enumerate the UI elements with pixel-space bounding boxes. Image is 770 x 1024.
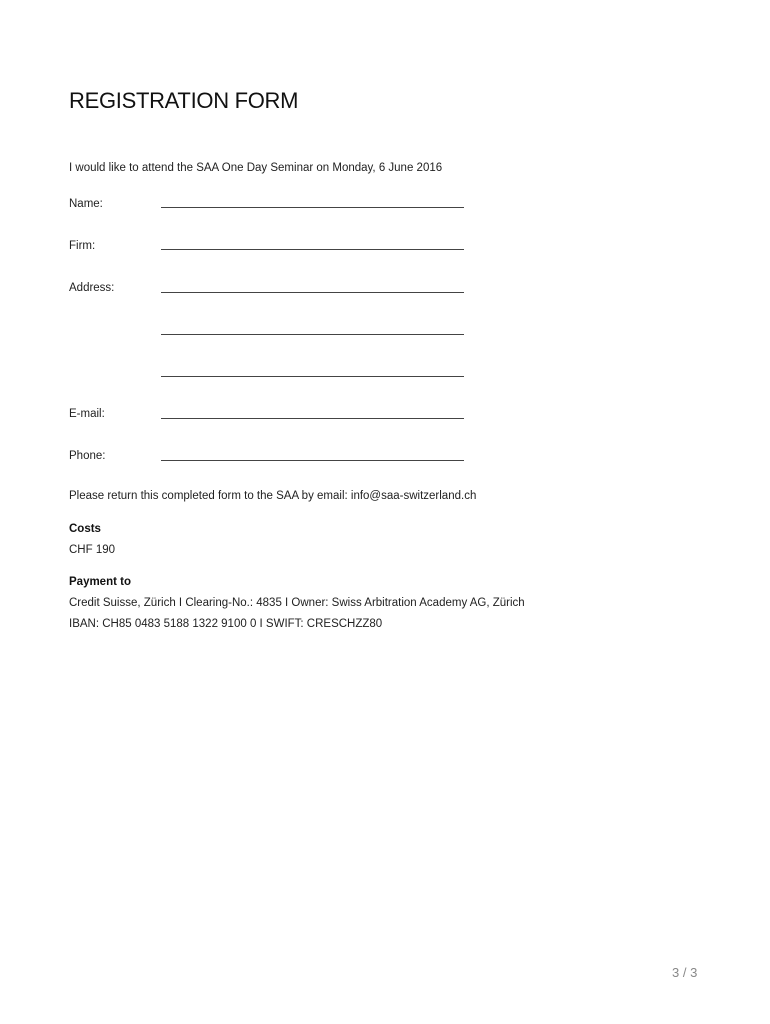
payment-heading: Payment to	[69, 576, 131, 588]
email-label: E-mail:	[69, 408, 105, 420]
phone-field[interactable]	[161, 460, 464, 461]
firm-field[interactable]	[161, 249, 464, 250]
address-field-line-3[interactable]	[161, 376, 464, 377]
name-field[interactable]	[161, 207, 464, 208]
payment-iban-details: IBAN: CH85 0483 5188 1322 9100 0 I SWIFT: CRESCHZZ80	[69, 618, 383, 630]
firm-label: Firm:	[69, 240, 96, 252]
intro-text: I would like to attend the SAA One Day Seminar on Monday, 6 June 2016	[69, 162, 443, 174]
payment-bank-details: Credit Suisse, Zürich I Clearing-No.: 4835 I Owner: Swiss Arbitration Academy AG, Zürich	[69, 597, 525, 609]
return-instructions: Please return this completed form to the SAA by email: info@saa-switzerland.ch	[69, 490, 477, 502]
page-number: 3 / 3	[672, 965, 698, 980]
email-field[interactable]	[161, 418, 464, 419]
address-label: Address:	[69, 282, 115, 294]
address-field-line-2[interactable]	[161, 334, 464, 335]
address-field-line-1[interactable]	[161, 292, 464, 293]
name-label: Name:	[69, 198, 103, 210]
costs-heading: Costs	[69, 523, 101, 535]
phone-label: Phone:	[69, 450, 106, 462]
page-title: REGISTRATION FORM	[69, 88, 299, 113]
costs-amount: CHF 190	[69, 544, 116, 556]
